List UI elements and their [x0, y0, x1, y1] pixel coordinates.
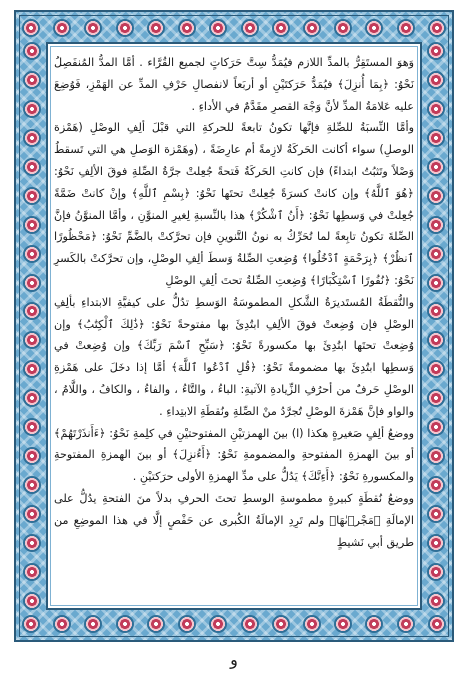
- rosette-ornament: [23, 505, 41, 523]
- rosette-ornament: [23, 100, 41, 118]
- rosette-ornament: [147, 615, 165, 633]
- rosette-ornament: [303, 19, 321, 37]
- paragraph: ووضعُ ألِفٍ صَغيرةٍ هكذا (ا) بينَ الهمزتيْنِ المفتوحتيْنِ في كلِمةِ نَحْوُ: ﴿ءَأَنذَرْتَهُمْ﴾ أو بينَ الهمزةِ المفتوحةِ والمضمومةِ نَحْوُ: ﴿أَءُنزِلَ﴾ أو بينَ الهمزةِ المفتوحةِ والمكسورةِ نَحْوُ: ﴿أَءِنَّكَ﴾ يَدُلُّ على مدِّ الهمزةِ الأولى حرَكتيْنِ .: [54, 426, 414, 484]
- rosette-ornament: [365, 615, 383, 633]
- rosette-ornament: [23, 418, 41, 436]
- rosette-ornament: [427, 274, 445, 292]
- rosette-ornament: [365, 19, 383, 37]
- paragraph: والنُّقطَةُ المُستَديرَةُ الشَّكلِ المطموسَةُ الوَسطِ تدُلُّ على كيفيَّةِ الابتداءِ بألِفِ الوصْلِ فإن وُضِعتْ فوقَ الألِفِ ابتُدِئَ بها مفتوحةً نَحْوُ: ﴿ذَٰلِكَ ٱلْكِتَٰبُ﴾ وإن وُضِعتْ تحتَها ابتُدِئَ بها مكسورةً نَحْوُ: ﴿سَبِّحِ ٱسْمَ رَبِّكَ﴾ وإن وُضِعتْ في وَسطِها ابتُدِئَ بها مضمومةً نَحْوُ: ﴿قُلِ ٱدْعُوا ٱللَّهَ﴾ أمَّا إذا دخَلَ على هَمْزةِ الوصْلِ حَرفٌ من أحرُفِ الزِّيادةِ الآتيةِ: الباءُ ، والتَّاءُ ، والفاءُ ، والكافُ ، واللَّامُ ، والواو فإنَّ هَمْزةَ الوصْلِ تُجرَّدُ منْ الصِّلةِ ونُقطَةِ الابتِداءِ .: [54, 295, 414, 418]
- rosette-ornament: [397, 615, 415, 633]
- rosette-ornament: [23, 129, 41, 147]
- border-ornament-bottom: [22, 611, 446, 637]
- rosette-ornament: [84, 19, 102, 37]
- rosette-ornament: [22, 19, 40, 37]
- rosette-ornament: [334, 19, 352, 37]
- rosette-ornament: [23, 331, 41, 349]
- rosette-ornament: [272, 19, 290, 37]
- rosette-ornament: [23, 216, 41, 234]
- rosette-ornament: [23, 158, 41, 176]
- rosette-ornament: [23, 534, 41, 552]
- rosette-ornament: [427, 216, 445, 234]
- rosette-ornament: [23, 360, 41, 378]
- rosette-ornament: [427, 447, 445, 465]
- rosette-ornament: [427, 42, 445, 60]
- rosette-ornament: [303, 615, 321, 633]
- rosette-ornament: [178, 19, 196, 37]
- rosette-ornament: [23, 187, 41, 205]
- paragraph: وَهوَ المستَقِرُّ بالمدِّ اللازم فيُمَدُّ سِتَّ حَرَكاتٍ لجميع القُرَّاء . أمَّا المدُّ المُنفَصِلُ نَحْوُ: ﴿بِمَا أُنزِلَ﴾ فيُمَدُّ حَرَكتَيْنِ أو أربَعاً لانفصالِ حَرْفِ المدِّ عن الهَمْزِ، فَوُضِعَ عليه عَلامَةُ المدِّ لأنَّ وَجْهَ القصرِ مقَدَّمٌ في الأداءِ .: [54, 56, 414, 113]
- page-number: و: [230, 650, 238, 669]
- rosette-ornament: [23, 476, 41, 494]
- rosette-ornament: [397, 19, 415, 37]
- rosette-ornament: [209, 19, 227, 37]
- rosette-ornament: [272, 615, 290, 633]
- rosette-ornament: [427, 534, 445, 552]
- rosette-ornament: [53, 19, 71, 37]
- rosette-ornament: [23, 563, 41, 581]
- border-ornament-top: [22, 15, 446, 41]
- rosette-ornament: [427, 158, 445, 176]
- rosette-ornament: [427, 476, 445, 494]
- rosette-ornament: [23, 245, 41, 263]
- rosette-ornament: [23, 274, 41, 292]
- rosette-ornament: [23, 592, 41, 610]
- rosette-ornament: [116, 615, 134, 633]
- rosette-ornament: [427, 563, 445, 581]
- rosette-ornament: [241, 615, 259, 633]
- rosette-ornament: [53, 615, 71, 633]
- rosette-ornament: [241, 19, 259, 37]
- rosette-ornament: [427, 302, 445, 320]
- rosette-ornament: [427, 129, 445, 147]
- rosette-ornament: [427, 71, 445, 89]
- rosette-ornament: [427, 360, 445, 378]
- rosette-ornament: [116, 19, 134, 37]
- rosette-ornament: [428, 615, 446, 633]
- rosette-ornament: [427, 418, 445, 436]
- rosette-ornament: [427, 100, 445, 118]
- rosette-ornament: [178, 615, 196, 633]
- rosette-ornament: [23, 389, 41, 407]
- rosette-ornament: [427, 187, 445, 205]
- border-ornament-left: [19, 42, 45, 610]
- paragraph: ووضعُ نُقطَةٍ كبيرةٍ مطموسةِ الوسطِ تحتَ الحرفِ بدلاً منَ الفتحةِ يدُلُّ على الإمالَةِ ﴿مَجْر۪ىٰهَا﴾ ولم تَرِدِ الإمالَةُ الكُبرى عن حَفْصٍ إلَّا في هذا الموضِعِ من طريق أبي نَشيطٍ: [54, 491, 414, 549]
- rosette-ornament: [209, 615, 227, 633]
- paragraph: وأمَّا النِّسبَةُ للصِّلةِ فإنَّها تكونُ تابعةً للحركةِ التي قبْلَ ألِفِ الوصْلِ (هَمْزة الوصلِ) سواء أكانت الحَركَةُ لازِمةً أم عارِضَةً ، (وهَمْزة الوَصلِ هي التي تَسقطُ وَصْلاً وتَثبُتُ ابتداءً) فإن كانتِ الحَركَةُ فَتحةً جُعِلتْ جرَّةُ الصِّلةِ فوقَ الألِفِ نَحْوُ: ﴿هُوَ ٱللَّهُ﴾ وإن كانتْ كسرَةً جُعِلتْ تحتَها نَحْوُ: ﴿بِسْمِ ٱللَّهِ﴾ وإنْ كانتْ ضَمَّةً جُعِلتْ في وَسطِها نَحْوُ: ﴿أَنُ ٱشْكُرْ﴾ هذا بالنِّسبةِ لِغيرِ المنوَّنِ ، وأمَّا المنوَّنُ فإنَّ الصِّلةَ تكونُ تابِعةً لما تُحَرِّكُ به نونُ التَّنوينِ فإن تحرَّكتْ بالضَّمِّ نَحْوُ: ﴿مَحْظُورًا ٱنظُرْ﴾ ﴿بِرَحْمَةٍ ٱدْخُلُوا﴾ وُضِعتِ الصِّلةُ وَسطَ ألِفِ الوصْلِ، وإن تحرَّكتْ بالكَسرِ نَحْوُ: ﴿نُفُورًا ٱسْتِكْبَارًا﴾ وُضِعتِ الصِّلةُ تحتَ ألِفِ الوصْلِ: [54, 121, 414, 287]
- rosette-ornament: [427, 389, 445, 407]
- rosette-ornament: [147, 19, 165, 37]
- rosette-ornament: [427, 505, 445, 523]
- rosette-ornament: [427, 331, 445, 349]
- rosette-ornament: [23, 302, 41, 320]
- page-body: [54, 52, 414, 602]
- rosette-ornament: [23, 42, 41, 60]
- rosette-ornament: [23, 71, 41, 89]
- rosette-ornament: [23, 447, 41, 465]
- rosette-ornament: [84, 615, 102, 633]
- rosette-ornament: [334, 615, 352, 633]
- rosette-ornament: [427, 592, 445, 610]
- rosette-ornament: [427, 245, 445, 263]
- rosette-ornament: [428, 19, 446, 37]
- border-ornament-right: [423, 42, 449, 610]
- rosette-ornament: [22, 615, 40, 633]
